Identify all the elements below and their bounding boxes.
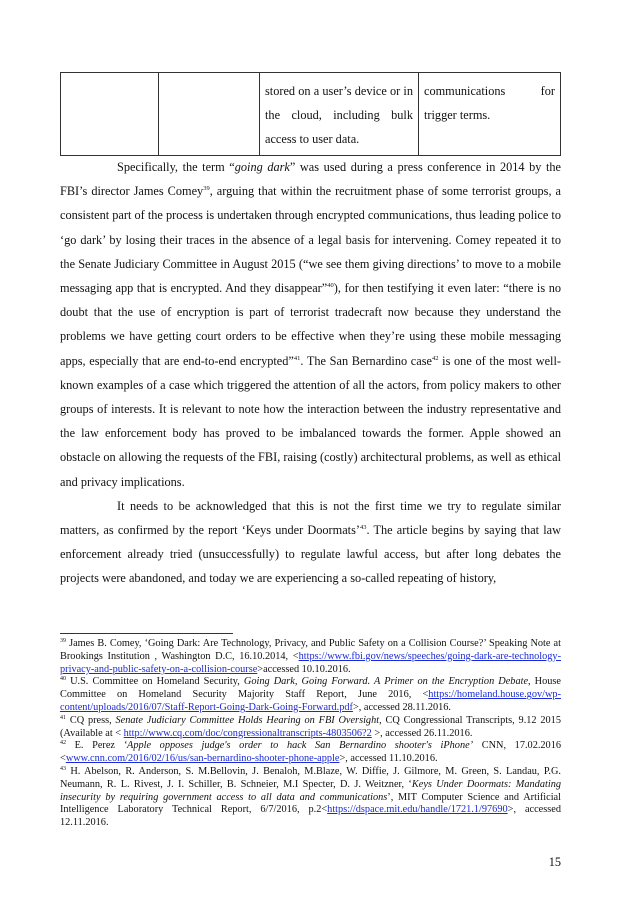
footnote-ref[interactable]: 40	[327, 282, 334, 290]
text-run: is one of the most well-known examples of a case which triggered the attention of all the actors, from policy makers to other groups of interests. It is relevant to note how the interaction between the industry representative and the law enforcement body has proved to be imbalanced towards the former. Apple showed an obstacle on allowing the requests of the FBI, raising (costly) architectural problems, as well as ethical and privacy implications.	[60, 353, 561, 489]
footnote-text: ’, MIT Computer Science and Artificial Intelligence Laboratory Technical Report, 6/7/2016, p.2<	[60, 791, 561, 816]
footnote-text: E. Perez	[66, 740, 124, 752]
body-text	[60, 155, 561, 591]
text-run: ” was used during a press conference in 2014 by the FBI’s director James Comey	[60, 160, 562, 199]
footnote-39	[60, 638, 561, 676]
footnote-text: , CQ Congressional Transcripts, 9.12 2015 (Available at <	[60, 714, 561, 739]
text-run: ), for then testifying it even later: “there is no doubt that the use of encryption is part of terrorist tradecraft now because they understand the problems we have getting court orders to be effective when they’re using these mobile messaging apps, especially that are end-to-end encrypted”	[60, 281, 561, 368]
paragraph	[60, 155, 561, 494]
footnote-separator	[60, 633, 233, 634]
footnote-link[interactable]: https://dspace.mit.edu/handle/1721.1/97690	[327, 804, 508, 816]
footnote-text: , House Committee on Homeland Security Majority Staff Report, June 2016, <	[60, 676, 561, 701]
footnote-ref[interactable]: 42	[431, 354, 439, 362]
text-run: , arguing that within the recruitment phase of some terrorist groups, a consistent part of the process is undertaken through encrypted communications, thus leading police to ‘go dark’ by losing their traces in the absence of a legal basis for intervening. Comey repeated it to the Senate Judiciary Committee in August 2015 (“we see them giving directions’ to move to a mobile messaging app that is encrypted. And they disappear”	[60, 184, 561, 296]
table-cell-empty	[159, 73, 260, 156]
footnote-title: ‘Apple opposes judge's order to hack San Bernardino shooter's iPhone’	[123, 740, 474, 752]
footnote-text: H. Abelson, R. Anderson, S. M.Bellovin, J. Benaloh, M.Blaze, W. Diffie, J. Gilmore, M. Green, S. Landau, P.G. Neumann, R. L. Rivest, J. I. Schiller, B. Schneier, M.I Specter, D. J. Weitzner, ‘	[60, 765, 561, 790]
footnote-text: CQ press,	[66, 714, 116, 726]
footnote-link[interactable]: www.cnn.com/2016/02/16/us/san-bernardino-shooter-phone-apple	[65, 753, 340, 765]
table-cell-empty	[61, 73, 159, 156]
footnote-ref[interactable]: 43	[359, 524, 367, 532]
page-number: 15	[548, 855, 561, 869]
footnote-title: Senate Judiciary Committee Holds Hearing on FBI Oversight	[115, 714, 380, 726]
text-run: . The article begins by saying that law enforcement already tried (unsuccessfully) to regulate lawful access, but after long debates the projects were abandoned, and today we are experiencing a so-called repeating of history,	[60, 523, 561, 586]
footnote-text: >, accessed 11.10.2016.	[339, 753, 438, 765]
table-cell-communications: communications for trigger terms.	[419, 73, 561, 156]
footnote-number: 43	[60, 765, 66, 772]
continued-table	[60, 72, 561, 156]
footnote-text: James B. Comey, ‘Going Dark: Are Technology, Privacy, and Public Safety on a Collision Course?’ Speaking Note at Brookings Institution , Washington D.C, 16.10.2014, <	[60, 638, 561, 662]
footnote-title: Going Dark, Going Forward. A Primer on the Encryption Debate	[243, 676, 529, 688]
text-run: . The San Bernardino case	[300, 353, 432, 368]
footnote-number: 42	[60, 740, 66, 747]
footnote-number: 40	[60, 676, 66, 683]
paragraph	[60, 494, 561, 591]
footnote-41	[60, 715, 561, 741]
footnotes	[60, 638, 561, 830]
footnote-number: 41	[60, 714, 66, 721]
footnote-ref[interactable]: 41	[293, 354, 301, 362]
footnote-text: >accessed 10.10.2016.	[257, 663, 351, 675]
footnote-title: Keys Under Doormats: Mandating insecurity by requiring government access to all data and communications	[60, 778, 561, 803]
text-run: It needs to be acknowledged that this is not the first time we try to regulate similar matters, as confirmed by the report ‘Keys under Doormats’	[60, 498, 561, 538]
footnote-link[interactable]: https://homeland.house.gov/wp-content/uploads/2016/07/Staff-Report-Going-Dark-Going-Forward.pdf	[60, 689, 561, 713]
footnote-link[interactable]: http://www.cq.com/doc/congressionaltranscripts-4803506?2	[123, 727, 372, 739]
table-row	[61, 73, 561, 156]
table-cell-storage: stored on a user’s device or in the cloud, including bulk access to user data.	[260, 73, 419, 156]
footnote-text: >, accessed 26.11.2016.	[371, 727, 473, 739]
footnote-43	[60, 766, 561, 830]
footnote-40	[60, 676, 561, 714]
footnote-ref[interactable]: 39	[203, 185, 210, 193]
text-run: Specifically, the term “	[117, 160, 235, 174]
footnote-link[interactable]: https://www.fbi.gov/news/speeches/going-dark-are-technology-privacy-and-public-safety-on-a-collision-course	[60, 650, 561, 675]
footnote-text: >, accessed 12.11.2016.	[60, 804, 561, 829]
footnote-42	[60, 740, 561, 766]
emphasis: going dark	[234, 160, 290, 174]
footnote-text: CNN, 17.02.2016 <	[60, 740, 562, 765]
footnote-number: 39	[60, 638, 66, 644]
footnote-text: U.S. Committee on Homeland Security,	[66, 676, 244, 688]
footnote-text: >, accessed 28.11.2016.	[352, 701, 452, 713]
